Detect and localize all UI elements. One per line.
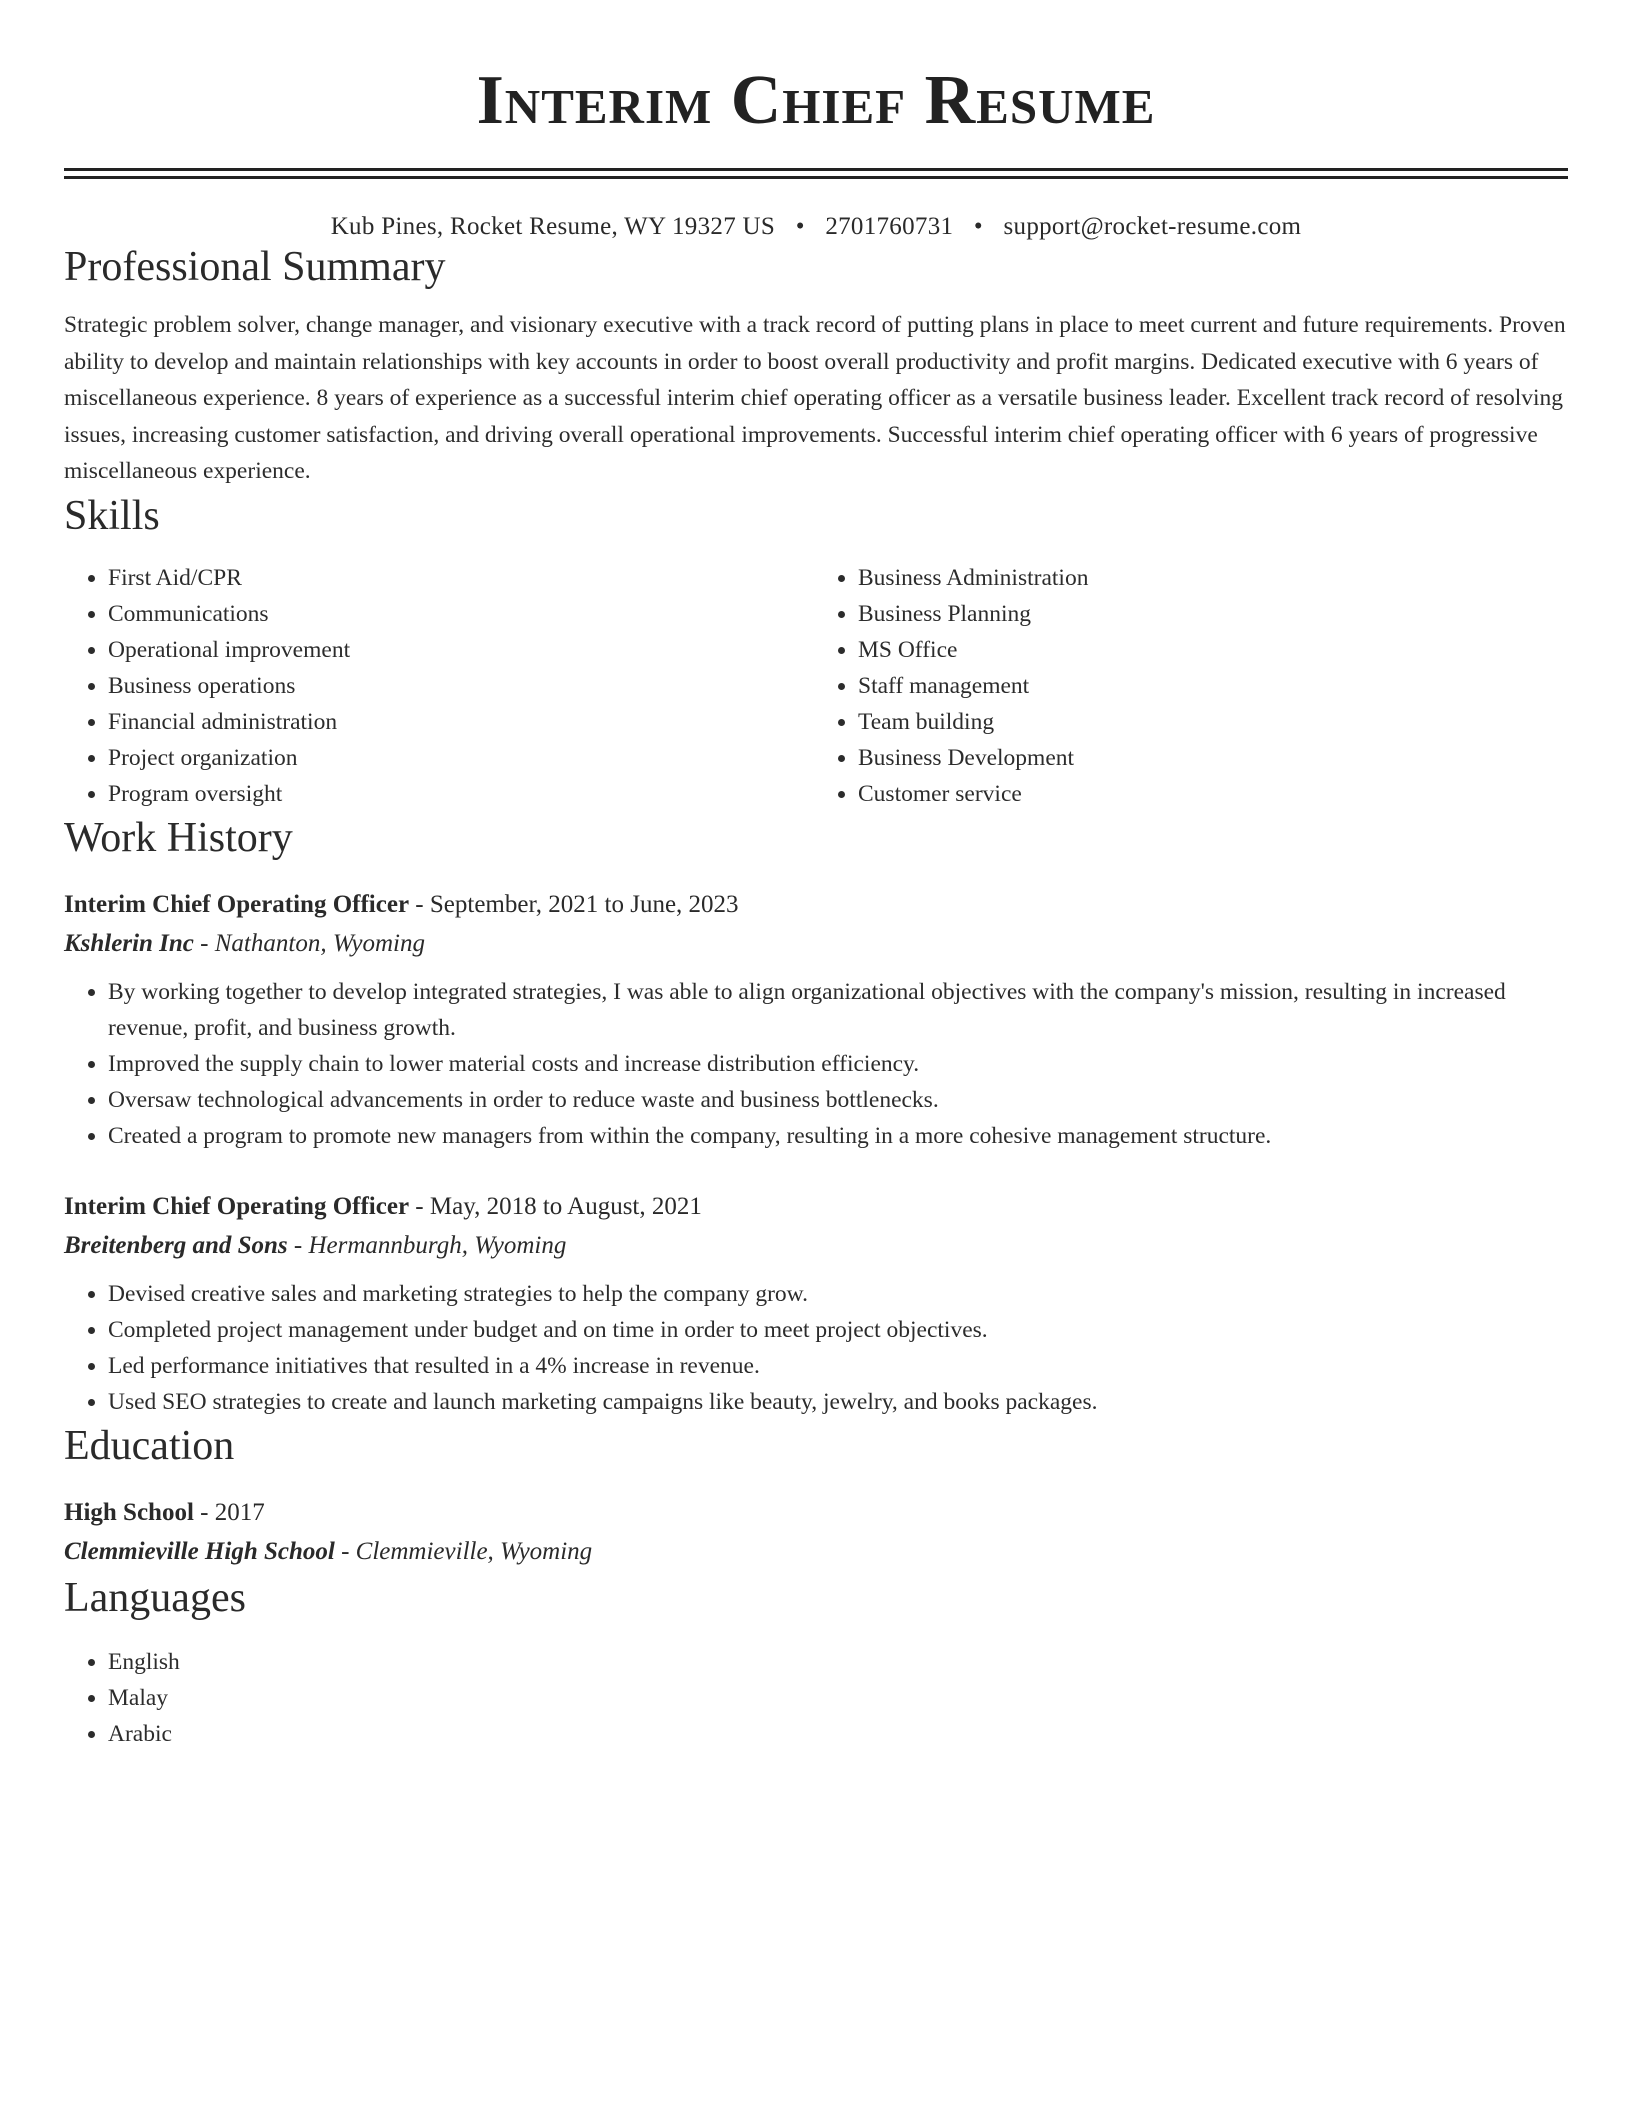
- language-item: • Arabic: [108, 1716, 1568, 1752]
- summary-text: Strategic problem solver, change manager, and visionary executive with a track record of putting plans in place to meet current and future requirements. Proven ability to develop and maintain relationships with key accounts in order to boost overall productivity and profit margins. Dedicated executive with 6 years of miscellaneous experience. 8 years of experience as a successful interim chief operating officer as a versatile business leader. Excellent track record of resolving issues, increasing customer satisfaction, and driving overall operational improvements. Successful interim chief operating officer with 6 years of progressive miscellaneous experience.: [64, 312, 1566, 484]
- skill-item: • Team building: [858, 704, 1566, 740]
- job-bullet: • Oversaw technological advancements in order to reduce waste and business bottlenecks.: [108, 1082, 1568, 1118]
- skill-item: • Operational improvement: [108, 632, 816, 668]
- skill-item: • Business Planning: [858, 596, 1566, 632]
- summary-section: [64, 241, 1568, 490]
- job-bullet: • Improved the supply chain to lower material costs and increase distribution efficiency.: [108, 1046, 1568, 1082]
- skill-item: • Financial administration: [108, 704, 816, 740]
- education-school-line: [64, 1532, 1568, 1572]
- skill-item: • Business Administration: [858, 560, 1566, 596]
- job-location: - Nathanton, Wyoming: [193, 929, 425, 957]
- language-item: • English: [108, 1644, 1568, 1680]
- job-bullet: • Led performance initiatives that resulted in a 4% increase in revenue.: [108, 1348, 1568, 1384]
- education-heading: Education: [64, 1422, 235, 1469]
- job-title-line: [64, 886, 1568, 924]
- job-entry: [64, 1188, 1568, 1420]
- summary-heading: Professional Summary: [64, 244, 446, 290]
- education-location: - Clemmieville, Wyoming: [334, 1537, 593, 1565]
- skill-item: • Business Development: [858, 740, 1566, 776]
- job-company-line: [64, 1226, 1568, 1266]
- job-dates: - September, 2021 to June, 2023: [409, 890, 739, 918]
- contact-separator: •: [973, 213, 983, 240]
- education-section: [64, 1420, 1568, 1572]
- contact-separator: •: [795, 213, 805, 240]
- skill-item: • Project organization: [108, 740, 816, 776]
- contact-phone: 2701760731: [825, 213, 954, 240]
- contact-address: Kub Pines, Rocket Resume, WY 19327 US: [330, 213, 776, 240]
- skills-list-left: [64, 560, 816, 812]
- languages-heading: Languages: [64, 1574, 246, 1621]
- job-company: Kshlerin Inc: [64, 929, 194, 957]
- languages-section: [64, 1572, 1568, 1752]
- skill-item: • Communications: [108, 596, 816, 632]
- job-role: Interim Chief Operating Officer: [64, 890, 410, 918]
- education-degree: High School: [64, 1498, 194, 1526]
- resume-header: [64, 0, 1568, 179]
- job-role: Interim Chief Operating Officer: [64, 1192, 410, 1220]
- education-school: Clemmieville High School: [64, 1537, 335, 1565]
- education-year: - 2017: [193, 1498, 265, 1526]
- languages-list: [64, 1644, 1568, 1752]
- skill-item: • MS Office: [858, 632, 1566, 668]
- job-dates: - May, 2018 to August, 2021: [409, 1192, 702, 1220]
- skills-section: [64, 490, 1568, 812]
- skills-list-right: [814, 560, 1566, 812]
- job-company: Breitenberg and Sons: [64, 1231, 288, 1259]
- resume-name: Interim Chief Resume: [476, 62, 1156, 139]
- skill-item: • First Aid/CPR: [108, 560, 816, 596]
- job-company-line: [64, 924, 1568, 964]
- education-entry: [64, 1494, 1568, 1572]
- skill-item: • Business operations: [108, 668, 816, 704]
- job-entry: [64, 886, 1568, 1154]
- job-bullet: • Created a program to promote new managers from within the company, resulting in a more cohesive management structure.: [108, 1118, 1568, 1154]
- job-bullet: • Devised creative sales and marketing strategies to help the company grow.: [108, 1276, 1568, 1312]
- skill-item: • Program oversight: [108, 776, 816, 812]
- skills-heading: Skills: [64, 492, 160, 539]
- contact-line: [64, 213, 1568, 241]
- work-history-section: [64, 812, 1568, 1420]
- contact-email: support@rocket-resume.com: [1003, 213, 1302, 240]
- skill-item: • Staff management: [858, 668, 1566, 704]
- work-history-heading: Work History: [64, 814, 293, 861]
- language-item: • Malay: [108, 1680, 1568, 1716]
- job-bullet: • Completed project management under budget and on time in order to meet project objectives.: [108, 1312, 1568, 1348]
- job-bullet: • Used SEO strategies to create and launch marketing campaigns like beauty, jewelry, and books packages.: [108, 1384, 1568, 1420]
- job-title-line: [64, 1188, 1568, 1226]
- job-bullets: [64, 974, 1568, 1154]
- header-double-rule: [64, 168, 1568, 179]
- education-degree-line: [64, 1494, 1568, 1532]
- job-bullets: [64, 1276, 1568, 1420]
- job-location: - Hermannburgh, Wyoming: [287, 1231, 567, 1259]
- skill-item: • Customer service: [858, 776, 1566, 812]
- skills-columns: [64, 560, 1568, 812]
- job-bullet: • By working together to develop integrated strategies, I was able to align organizational objectives with the company's mission, resulting in increased revenue, profit, and business growth.: [108, 974, 1568, 1046]
